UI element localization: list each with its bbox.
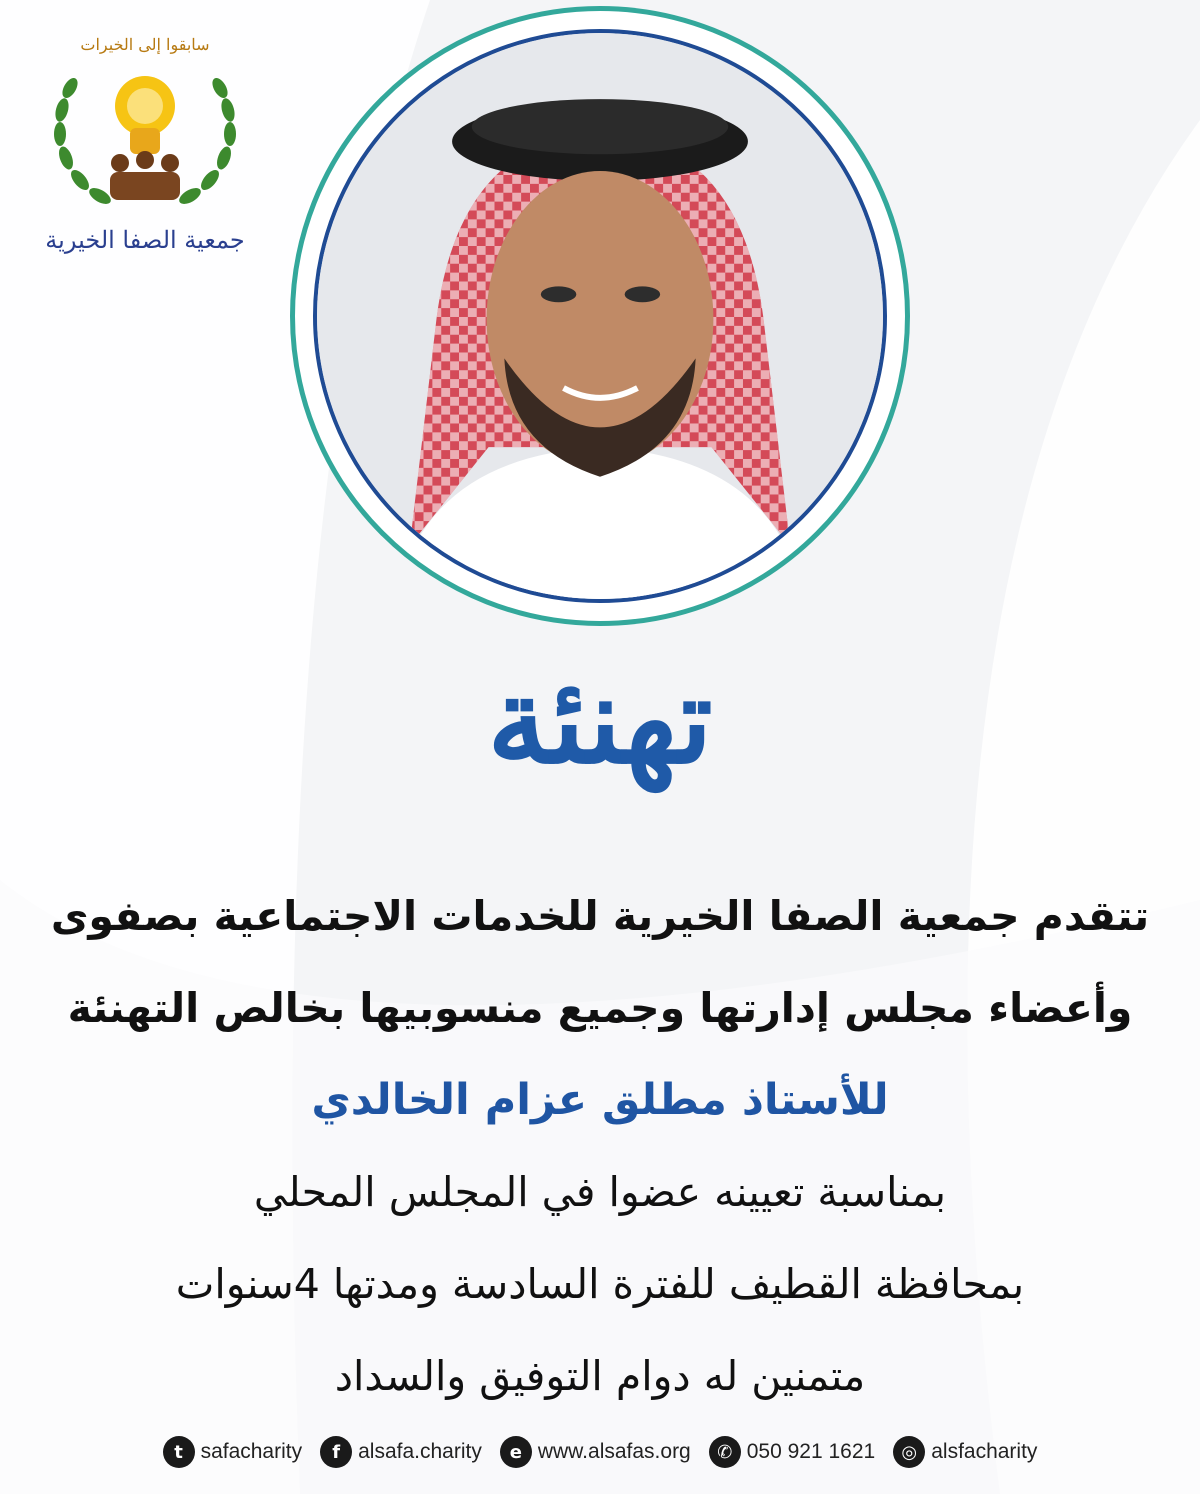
svg-text:سابقوا إلى الخيرات: سابقوا إلى الخيرات <box>80 35 210 54</box>
instagram-contact[interactable] <box>893 1436 1037 1468</box>
message-line-5: بمحافظة القطيف للفترة السادسة ومدتها 4سنوات <box>175 1260 1025 1308</box>
message-line-1: تتقدم جمعية الصفا الخيرية للخدمات الاجتماعية بصفوى <box>50 892 1150 940</box>
message-line-4: بمناسبة تعيينه عضوا في المجلس المحلي <box>253 1168 947 1216</box>
logo-caption: جمعية الصفا الخيرية <box>45 226 245 254</box>
facebook-handle: alsafa.charity <box>358 1440 482 1463</box>
message-line-2: وأعضاء مجلس إدارتها وجميع منسوبيها بخالص التهنئة <box>67 984 1133 1032</box>
facebook-contact[interactable] <box>320 1436 482 1468</box>
instagram-handle: alsfacharity <box>931 1440 1038 1463</box>
website-contact[interactable] <box>500 1436 691 1468</box>
facebook-icon: f <box>320 1436 352 1468</box>
website-url: www.alsafas.org <box>537 1440 691 1463</box>
twitter-contact[interactable] <box>163 1436 303 1468</box>
instagram-icon: ◎ <box>893 1436 925 1468</box>
social-footer <box>40 1432 1160 1472</box>
globe-icon: e <box>500 1436 532 1468</box>
twitter-handle: safacharity <box>200 1440 303 1463</box>
honoree-name: للأستاذ مطلق عزام الخالدي <box>311 1075 889 1125</box>
twitter-icon: t <box>163 1436 195 1468</box>
message-block <box>0 870 1200 1422</box>
whatsapp-contact[interactable] <box>709 1436 875 1468</box>
portrait-frame <box>290 6 910 626</box>
charity-logo <box>40 28 250 268</box>
headline-congratulations: تهنئة <box>487 650 713 791</box>
laurel-emblem <box>40 28 250 228</box>
message-line-6: متمنين له دوام التوفيق والسداد <box>334 1352 866 1400</box>
portrait-photo <box>313 29 887 603</box>
whatsapp-number: 050 921 1621 <box>746 1440 876 1463</box>
whatsapp-icon: ✆ <box>709 1436 741 1468</box>
